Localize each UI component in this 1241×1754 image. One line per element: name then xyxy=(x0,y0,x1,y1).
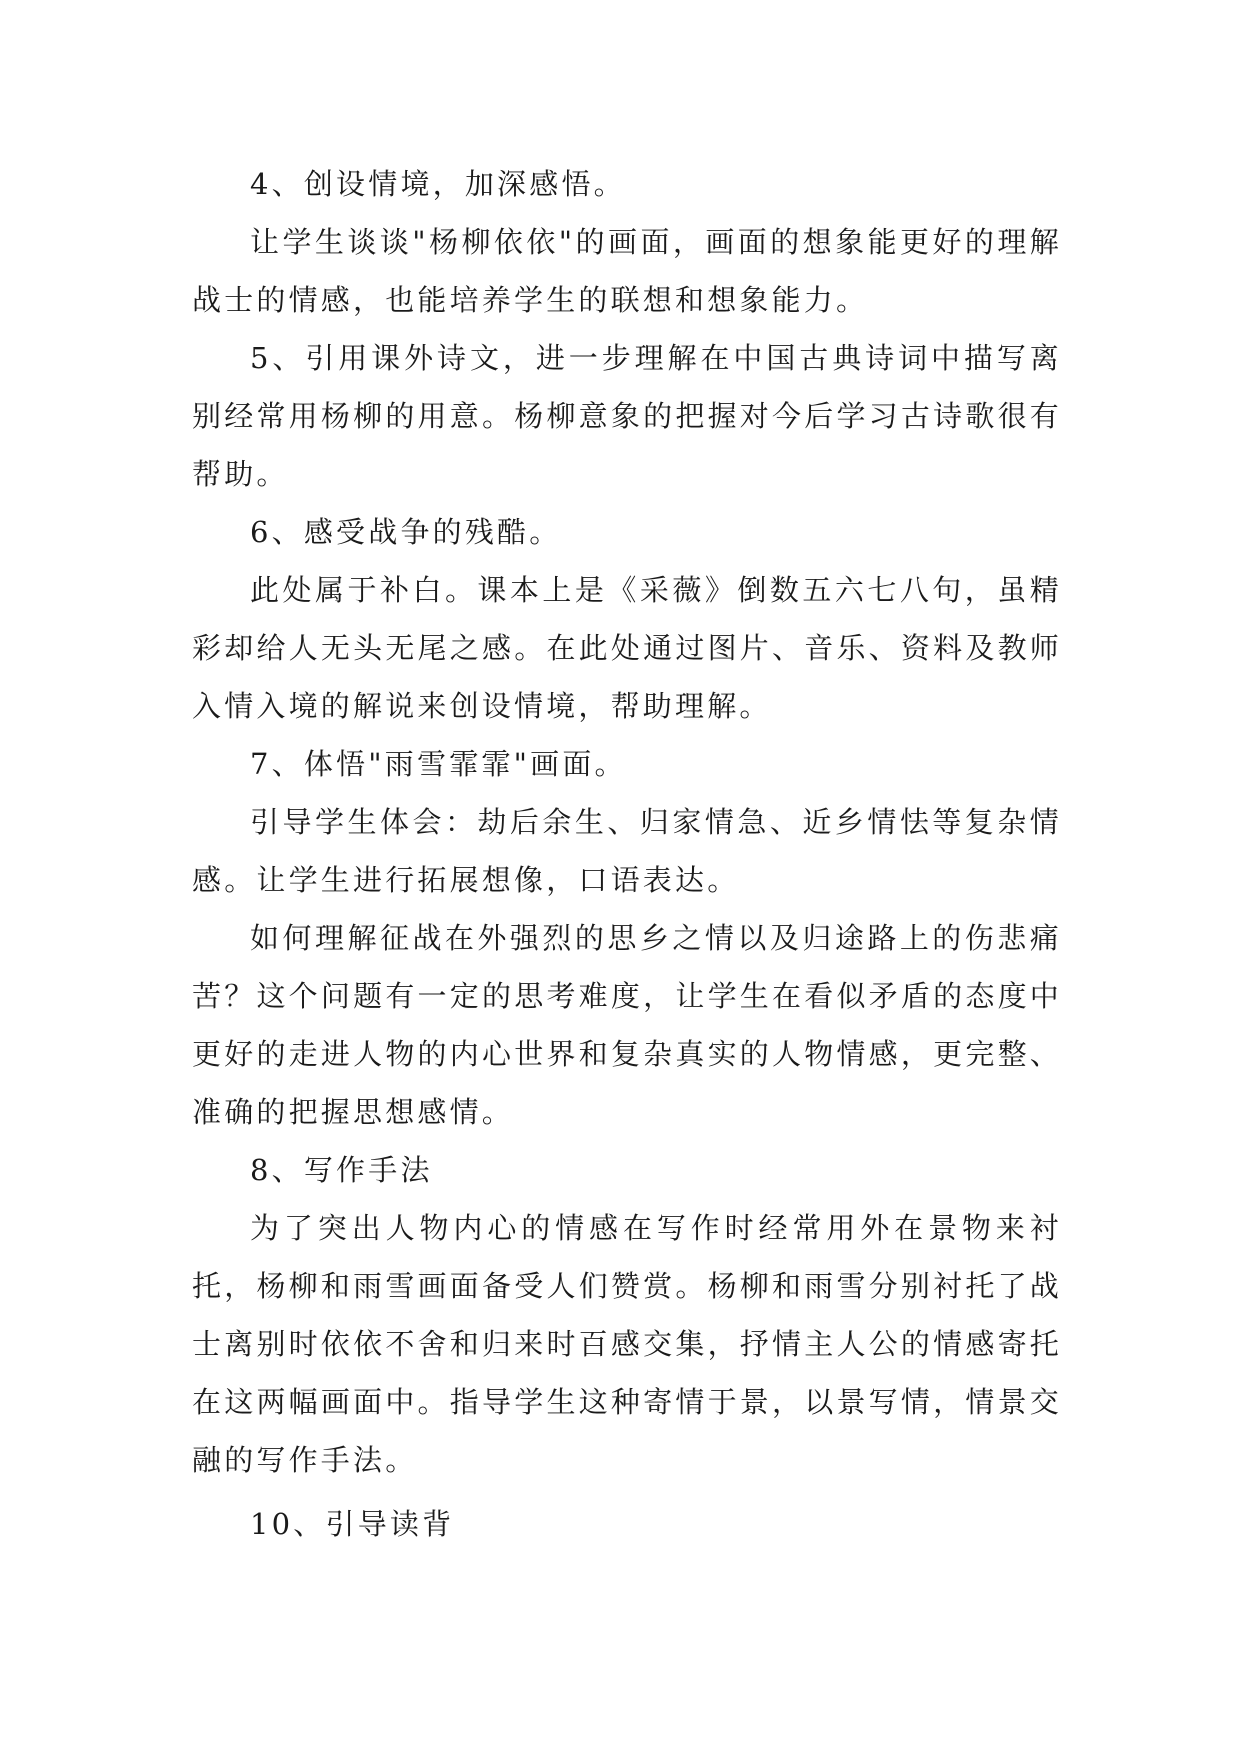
body-paragraph: 此处属于补白。课本上是《采薇》倒数五六七八句，虽精彩却给人无头无尾之感。在此处通过图片、音乐、资料及教师入情入境的解说来创设情境，帮助理解。 xyxy=(192,573,1062,723)
body-paragraph: 如何理解征战在外强烈的思乡之情以及归途路上的伤悲痛苦？这个问题有一定的思考难度，让学生在看似矛盾的态度中更好的走进人物的内心世界和复杂真实的人物情感，更完整、准确的把握思想感情。 xyxy=(192,921,1062,1129)
body-paragraph: 让学生谈谈"杨柳依依"的画面，画面的想象能更好的理解战士的情感，也能培养学生的联想和想象能力。 xyxy=(192,225,1062,317)
body-paragraph: 为了突出人物内心的情感在写作时经常用外在景物来衬托，杨柳和雨雪画面备受人们赞赏。杨柳和雨雪分别衬托了战士离别时依依不舍和归来时百感交集，抒情主人公的情感寄托在这两幅画面中。指导学生这种寄情于景，以景写情，情景交融的写作手法。 xyxy=(192,1211,1062,1477)
section-heading-8: 8、写作手法 xyxy=(250,1153,433,1187)
section-heading-10: 10、引导读背 xyxy=(250,1507,455,1541)
document-body xyxy=(192,155,1062,1553)
section-heading-5: 5、引用课外诗文，进一步理解在中国古典诗词中描写离别经常用杨柳的用意。杨柳意象的把握对今后学习古诗歌很有帮助。 xyxy=(192,341,1062,491)
section-heading-4: 4、创设情境，加深感悟。 xyxy=(250,167,626,201)
section-heading-7: 7、体悟"雨雪霏霏"画面。 xyxy=(250,747,627,781)
body-paragraph: 引导学生体会：劫后余生、归家情急、近乡情怯等复杂情感。让学生进行拓展想像，口语表达。 xyxy=(192,805,1062,897)
section-heading-6: 6、感受战争的残酷。 xyxy=(250,515,562,549)
